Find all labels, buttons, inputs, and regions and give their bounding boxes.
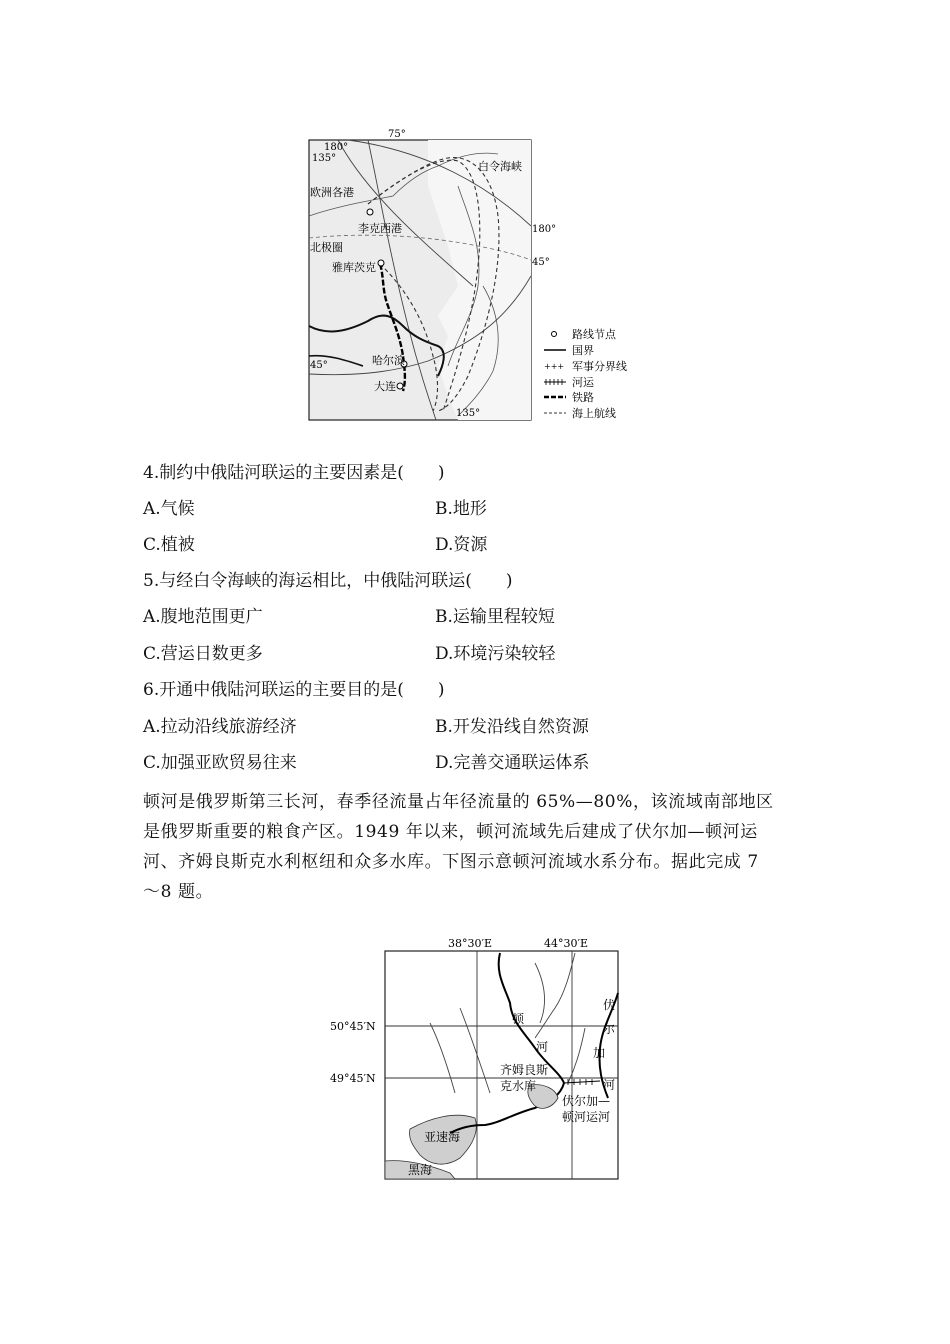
- lat-45-left-label: 45°: [310, 360, 328, 371]
- question-4-stem: 4.制约中俄陆河联运的主要因素是( ): [143, 463, 445, 483]
- harbin-label: 哈尔滨: [372, 354, 405, 367]
- passage-line-3: 河、齐姆良斯克水利枢纽和众多水库。下图示意顿河流域水系分布。据此完成 7: [143, 852, 759, 872]
- question-5-option-c: C.营运日数更多: [143, 644, 263, 664]
- arctic-circle-label: 北极圈: [310, 241, 343, 254]
- question-4-option-b: B.地形: [435, 499, 487, 519]
- svg-text:+++: +++: [544, 362, 565, 371]
- bering-strait-label: 白令海峡: [478, 160, 522, 173]
- legend-canal-label: 河运: [572, 376, 594, 389]
- lon-135-bottom-label: 135°: [456, 408, 481, 419]
- lon-75-label: 75°: [388, 129, 406, 140]
- question-5-option-a: A.腹地范围更广: [143, 607, 263, 627]
- lat-50-45-label: 50°45′N: [330, 1020, 376, 1033]
- canal-label-2: 顿河运河: [562, 1110, 611, 1124]
- volga-label-1: 伏: [603, 998, 616, 1012]
- lon-180-label: 180°: [324, 142, 349, 153]
- question-4-option-d: D.资源: [435, 535, 488, 555]
- don-river-passage: [143, 787, 823, 907]
- dalian-label: 大连: [374, 380, 396, 393]
- tsimlyansk-label-2: 克水库: [500, 1079, 537, 1093]
- question-6-stem: 6.开通中俄陆河联运的主要目的是( ): [143, 680, 445, 700]
- azov-sea-label: 亚速海: [424, 1130, 461, 1144]
- passage-line-4: ～8 题。: [143, 882, 214, 902]
- question-6-option-c: C.加强亚欧贸易往来: [143, 753, 297, 773]
- question-6-option-a: A.拉动沿线旅游经济: [143, 717, 297, 737]
- sino-russian-transport-map: [308, 126, 640, 422]
- question-6-option-b: B.开发沿线自然资源: [435, 717, 589, 737]
- lon-180-right-label: 180°: [532, 224, 557, 235]
- legend-sea-label: 海上航线: [572, 407, 616, 420]
- question-4-option-c: C.植被: [143, 535, 195, 555]
- canal-label-1: 伏尔加—: [562, 1094, 611, 1108]
- lixi-port-label: 李克西港: [358, 222, 402, 235]
- question-5-stem: 5.与经白令海峡的海运相比，中俄陆河联运( ): [143, 571, 513, 591]
- legend-military-label: 军事分界线: [572, 360, 627, 373]
- lat-49-45-label: 49°45′N: [330, 1072, 376, 1085]
- lon-44-30-label: 44°30′E: [544, 937, 589, 950]
- don-label-1: 顿: [512, 1012, 525, 1026]
- europe-ports-label: 欧洲各港: [310, 186, 354, 199]
- passage-line-1: 顿河是俄罗斯第三长河，春季径流量占年径流量的 65%—80%，该流域南部地区: [143, 792, 774, 812]
- question-6-option-d: D.完善交通联运体系: [435, 753, 590, 773]
- question-4-option-a: A.气候: [143, 499, 195, 519]
- legend-node-label: 路线节点: [572, 328, 616, 341]
- yakutsk-label: 雅库茨克: [332, 261, 376, 274]
- don-river-basin-map: [330, 933, 622, 1183]
- tsimlyansk-label-1: 齐姆良斯: [500, 1063, 549, 1077]
- question-5-option-d: D.环境污染较轻: [435, 644, 556, 664]
- legend-border-label: 国界: [572, 344, 594, 357]
- lon-135-label: 135°: [312, 153, 337, 164]
- lon-38-30-label: 38°30′E: [448, 937, 493, 950]
- question-5-option-b: B.运输里程较短: [435, 607, 555, 627]
- volga-label-4: 河: [603, 1078, 616, 1092]
- volga-label-3: 加: [593, 1046, 606, 1060]
- map-legend: [544, 327, 627, 420]
- passage-line-2: 是俄罗斯重要的粮食产区。1949 年以来，顿河流域先后建成了伏尔加—顿河运: [143, 822, 758, 842]
- volga-label-2: 尔: [603, 1022, 616, 1036]
- legend-railway-label: 铁路: [572, 391, 594, 404]
- don-label-2: 河: [536, 1040, 549, 1054]
- lat-45-right-label: 45°: [532, 257, 550, 268]
- black-sea-label: 黑海: [408, 1163, 433, 1177]
